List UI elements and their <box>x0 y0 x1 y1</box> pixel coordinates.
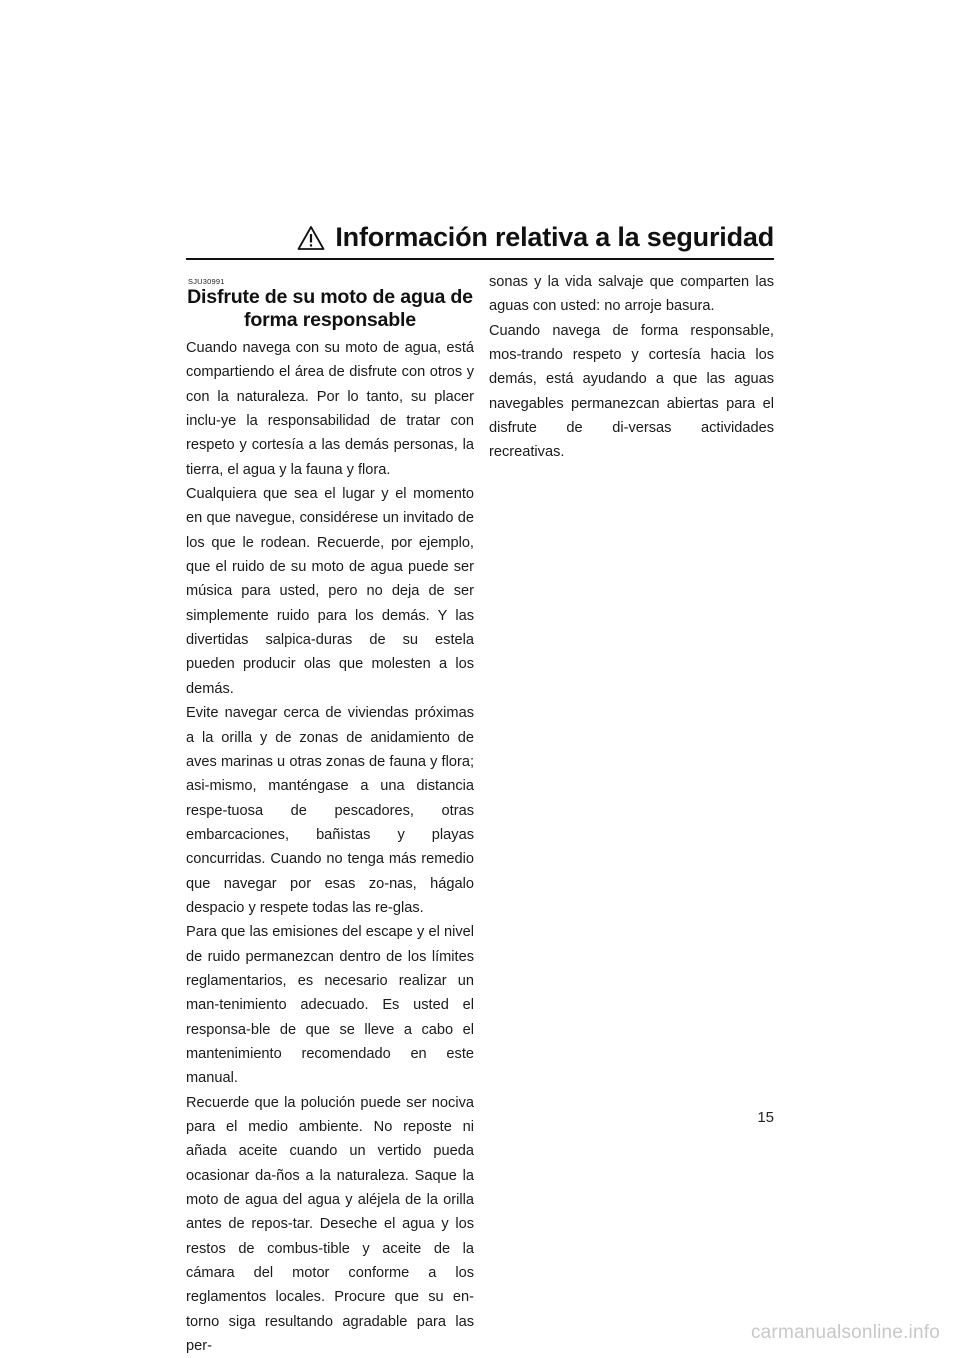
page-number: 15 <box>757 1109 774 1126</box>
paragraph: Para que las emisiones del escape y el nivel de ruido permanezcan dentro de los límites reglamentarios, es necesario realizar un man-tenimiento adecuado. Es usted el responsa-ble de que se lleve a cabo el mantenimiento recomendado en este manual. <box>186 924 474 1087</box>
section-title-line-1: Disfrute de su moto de agua de <box>187 286 473 308</box>
paragraph: Cualquiera que sea el lugar y el momento en que navegue, considérese un invitado de los que le rodean. Recuerde, por ejemplo, que el ruido de su moto de agua puede ser música para usted, pero no deja de ser simplemente ruido para los demás. Y las divertidas salpica-duras de su estela pueden producir olas que molesten a los demás. <box>186 486 474 697</box>
header-title-group <box>297 222 774 253</box>
paragraph: Cuando navega con su moto de agua, está compartiendo el área de disfrute con otros y con la naturaleza. Por lo tanto, su placer inclu-ye la responsabilidad de tratar con respeto y cortesía a las demás personas, la tierra, el agua y la fauna y flora. <box>186 340 474 478</box>
paragraph: Recuerde que la polución puede ser nociva para el medio ambiente. No reposte ni añada aceite cuando un vertido pueda ocasionar da-ños a la naturaleza. Saque la moto de agua del agua y aléjela de la orilla antes de repos-tar. Deseche el agua y los restos de combus-tible y aceite de la cámara del motor conforme a los reglamentos locales. Procure que su en-torno siga resultando agradable para las per- <box>186 1094 474 1355</box>
section-code: SJU30991 <box>188 277 225 286</box>
paragraph: sonas y la vida salvaje que comparten las aguas con usted: no arroje basura. <box>489 274 774 315</box>
right-column <box>489 270 774 465</box>
section-title <box>186 286 474 332</box>
warning-triangle-icon <box>297 225 325 251</box>
paragraph: Cuando navega de forma responsable, mos-trando respeto y cortesía hacia los demás, está ayudando a que las aguas navegables permanezcan abiertas para el disfrute de di-versas actividades recreativas. <box>489 322 774 461</box>
section-title-line-2: forma responsable <box>244 309 416 331</box>
paragraph: Evite navegar cerca de viviendas próximas a la orilla y de zonas de anidamiento de aves marinas u otras zonas de fauna y flora; asi-mismo, manténgase a una distancia respe-tuosa de pescadores, otras embarcaciones, bañistas y playas concurridas. Cuando no tenga más remedio que navegar por esas zo-nas, hágalo despacio y respete todas las re-glas. <box>186 705 474 916</box>
watermark: carmanualsonline.info <box>750 1322 940 1343</box>
page-header <box>186 222 774 260</box>
header-title: Información relativa a la seguridad <box>335 222 774 252</box>
left-column <box>186 278 474 1358</box>
header-rule <box>186 258 774 260</box>
